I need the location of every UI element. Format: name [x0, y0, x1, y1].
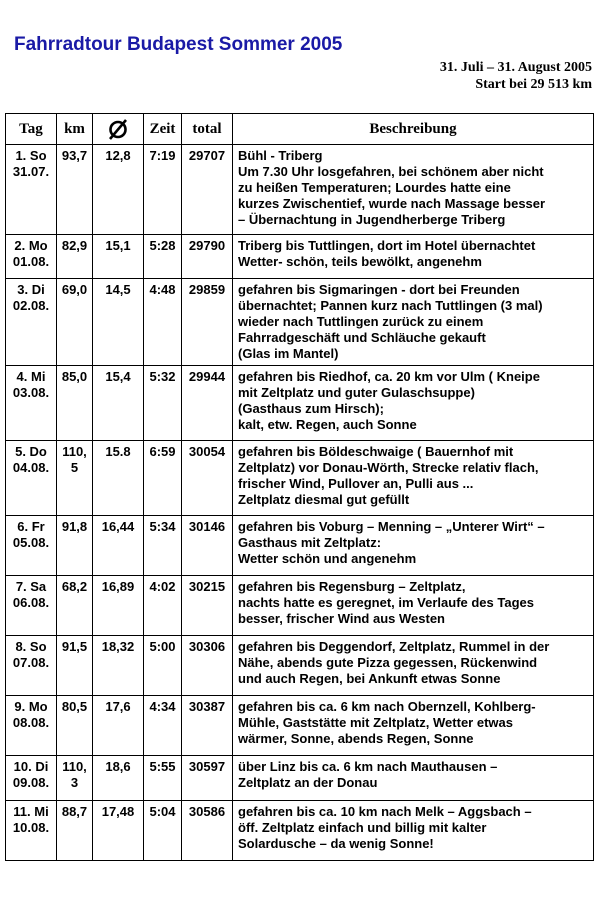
- cell-description-line: gefahren bis ca. 6 km nach Obernzell, Kohlberg-: [238, 699, 536, 714]
- cell-day-line: 11. Mi: [13, 804, 49, 819]
- cell-day-line: 8. So: [15, 639, 47, 654]
- cell-day-line: 3. Di: [17, 282, 45, 297]
- cell-km: [57, 516, 93, 576]
- cell-day-line: 4. Mi: [16, 369, 46, 384]
- cell-description-line: gefahren bis Deggendorf, Zeltplatz, Rummel in der: [238, 639, 550, 654]
- cell-description: [233, 801, 594, 861]
- header-avg: [93, 114, 144, 145]
- header-description: Beschreibung: [233, 114, 594, 145]
- table-row: [6, 516, 594, 576]
- cell-time: 4:02: [144, 576, 182, 636]
- cell-avg: 14,5: [93, 279, 144, 366]
- cell-time: 5:28: [144, 235, 182, 279]
- cell-day-line: 7. Sa: [15, 579, 47, 594]
- cell-km-line: 69,0: [61, 282, 88, 297]
- cell-description-line: über Linz bis ca. 6 km nach Mauthausen –: [238, 759, 498, 774]
- cell-description: [233, 145, 594, 235]
- date-range: 31. Juli – 31. August 2005: [439, 60, 592, 75]
- cell-day: [6, 366, 57, 441]
- cell-description-line: Nähe, abends gute Pizza gegessen, Rückenwind: [238, 655, 538, 670]
- cell-km-line: 82,9: [61, 238, 88, 253]
- cell-km: [57, 441, 93, 516]
- cell-day-line: 04.08.: [12, 460, 50, 475]
- cell-description: [233, 516, 594, 576]
- cell-avg: 16,44: [93, 516, 144, 576]
- cell-description-line: besser, frischer Wind aus Westen: [238, 611, 445, 626]
- cell-day: [6, 145, 57, 235]
- cell-description-line: zu heißen Temperaturen; Lourdes hatte eine: [238, 180, 511, 195]
- cell-km-line: 3: [70, 775, 79, 790]
- cell-day-line: 02.08.: [12, 298, 50, 313]
- cell-day-line: 08.08.: [12, 715, 50, 730]
- cell-km: [57, 636, 93, 696]
- cell-description-line: Triberg bis Tuttlingen, dort im Hotel übernachtet: [238, 238, 536, 253]
- cell-day: [6, 801, 57, 861]
- cell-km-line: 110,: [62, 444, 87, 459]
- cell-day: [6, 756, 57, 801]
- cell-day: [6, 576, 57, 636]
- cell-description-line: kurzes Zwischentief, wurde nach Massage besser: [238, 196, 546, 211]
- cell-km-line: 91,5: [61, 639, 88, 654]
- cell-total: 30215: [182, 576, 233, 636]
- cell-day-line: 31.07.: [12, 164, 50, 179]
- cell-description-line: frischer Wind, Pullover an, Pulli aus ...: [238, 476, 474, 491]
- cell-day: [6, 696, 57, 756]
- cell-day-line: 07.08.: [12, 655, 50, 670]
- table-header-row: [6, 114, 594, 145]
- cell-description-line: gefahren bis Riedhof, ca. 20 km vor Ulm ( Kneipe: [238, 369, 540, 384]
- cell-description-line: gefahren bis Böldeschwaige ( Bauernhof mit: [238, 444, 514, 459]
- tour-meta: [440, 59, 592, 93]
- cell-time: 5:32: [144, 366, 182, 441]
- table-row: [6, 441, 594, 516]
- cell-km-line: 5: [70, 460, 79, 475]
- cell-km: [57, 279, 93, 366]
- table-row: [6, 756, 594, 801]
- table-row: [6, 636, 594, 696]
- cell-avg: 18,32: [93, 636, 144, 696]
- cell-description-line: gefahren bis ca. 10 km nach Melk – Aggsbach –: [238, 804, 532, 819]
- diameter-icon: [107, 117, 129, 141]
- cell-description: [233, 366, 594, 441]
- cell-km-line: 93,7: [61, 148, 88, 163]
- cell-day-line: 05.08.: [12, 535, 50, 550]
- cell-km: [57, 696, 93, 756]
- header-km: km: [57, 114, 93, 145]
- cell-day: [6, 636, 57, 696]
- header-total: total: [182, 114, 233, 145]
- cell-description-line: und auch Regen, bei Ankunft etwas Sonne: [238, 671, 501, 686]
- cell-km: [57, 576, 93, 636]
- cell-description-line: wieder nach Tuttlingen zurück zu einem: [238, 314, 484, 329]
- cell-description-line: gefahren bis Voburg – Menning – „Unterer Wirt“ –: [238, 519, 545, 534]
- cell-avg: 15,4: [93, 366, 144, 441]
- cell-km-line: 68,2: [61, 579, 88, 594]
- cell-time: 4:48: [144, 279, 182, 366]
- cell-day-line: 03.08.: [12, 385, 50, 400]
- cell-time: 6:59: [144, 441, 182, 516]
- cell-total: 29790: [182, 235, 233, 279]
- cell-description-line: Zeltplatz diesmal gut gefüllt: [238, 492, 410, 507]
- table-row: [6, 576, 594, 636]
- cell-total: 30387: [182, 696, 233, 756]
- page-title: Fahrradtour Budapest Sommer 2005: [14, 34, 343, 55]
- cell-description-line: nachts hatte es geregnet, im Verlaufe des Tages: [238, 595, 534, 610]
- cell-time: 4:34: [144, 696, 182, 756]
- tour-log-table: [5, 113, 594, 861]
- cell-day-line: 06.08.: [12, 595, 50, 610]
- cell-total: 29707: [182, 145, 233, 235]
- cell-km-line: 91,8: [61, 519, 88, 534]
- cell-description-line: Bühl - Triberg: [238, 148, 323, 163]
- cell-time: 7:19: [144, 145, 182, 235]
- table-body: [6, 145, 594, 861]
- cell-description-line: übernachtet; Pannen kurz nach Tuttlingen (3 mal): [238, 298, 543, 313]
- cell-avg: 16,89: [93, 576, 144, 636]
- cell-day-line: 10. Di: [13, 759, 49, 774]
- cell-description: [233, 441, 594, 516]
- cell-avg: 12,8: [93, 145, 144, 235]
- cell-description-line: gefahren bis Regensburg – Zeltplatz,: [238, 579, 466, 594]
- cell-time: 5:55: [144, 756, 182, 801]
- cell-description: [233, 636, 594, 696]
- cell-day-line: 1. So: [15, 148, 47, 163]
- cell-avg: 17,6: [93, 696, 144, 756]
- cell-description-line: Zeltplatz) vor Donau-Wörth, Strecke relativ flach,: [238, 460, 539, 475]
- table-row: [6, 145, 594, 235]
- cell-day-line: 01.08.: [12, 254, 50, 269]
- cell-description-line: kalt, etw. Regen, auch Sonne: [238, 417, 417, 432]
- cell-description-line: öff. Zeltplatz einfach und billig mit kalter: [238, 820, 487, 835]
- cell-day: [6, 516, 57, 576]
- cell-day: [6, 279, 57, 366]
- cell-time: 5:04: [144, 801, 182, 861]
- cell-day: [6, 441, 57, 516]
- cell-day-line: 09.08.: [12, 775, 50, 790]
- cell-total: 29944: [182, 366, 233, 441]
- table-row: [6, 801, 594, 861]
- cell-day-line: 9. Mo: [14, 699, 48, 714]
- cell-description-line: Wetter- schön, teils bewölkt, angenehm: [238, 254, 482, 269]
- cell-km-line: 85,0: [61, 369, 88, 384]
- cell-description-line: gefahren bis Sigmaringen - dort bei Freunden: [238, 282, 520, 297]
- cell-total: 30054: [182, 441, 233, 516]
- cell-total: 29859: [182, 279, 233, 366]
- cell-total: 30146: [182, 516, 233, 576]
- cell-km: [57, 366, 93, 441]
- cell-description: [233, 279, 594, 366]
- table-row: [6, 696, 594, 756]
- cell-description-line: Um 7.30 Uhr losgefahren, bei schönem aber nicht: [238, 164, 544, 179]
- cell-day-line: 5. Do: [15, 444, 47, 459]
- cell-day: [6, 235, 57, 279]
- cell-km: [57, 145, 93, 235]
- cell-description: [233, 696, 594, 756]
- cell-description-line: (Glas im Mantel): [238, 346, 339, 361]
- cell-description-line: Fahrradgeschäft und Schläuche gekauft: [238, 330, 486, 345]
- cell-description: [233, 756, 594, 801]
- start-km: Start bei 29 513 km: [475, 77, 592, 92]
- cell-description-line: Wetter schön und angenehm: [238, 551, 417, 566]
- table-row: [6, 235, 594, 279]
- cell-day-line: 6. Fr: [17, 519, 45, 534]
- cell-time: 5:34: [144, 516, 182, 576]
- cell-avg: 18,6: [93, 756, 144, 801]
- cell-description: [233, 576, 594, 636]
- cell-description: [233, 235, 594, 279]
- cell-total: 30306: [182, 636, 233, 696]
- cell-description-line: Solardusche – da wenig Sonne!: [238, 836, 434, 851]
- header-day: Tag: [6, 114, 57, 145]
- cell-description-line: – Übernachtung in Jugendherberge Triberg: [238, 212, 506, 227]
- cell-km-line: 80,5: [61, 699, 88, 714]
- cell-description-line: Mühle, Gaststätte mit Zeltplatz, Wetter etwas: [238, 715, 513, 730]
- header-time: Zeit: [144, 114, 182, 145]
- cell-avg: 15,1: [93, 235, 144, 279]
- cell-km: [57, 235, 93, 279]
- cell-day-line: 10.08.: [12, 820, 50, 835]
- cell-km: [57, 756, 93, 801]
- cell-total: 30597: [182, 756, 233, 801]
- cell-description-line: mit Zeltplatz und guter Gulaschsuppe): [238, 385, 475, 400]
- cell-description-line: (Gasthaus zum Hirsch);: [238, 401, 384, 416]
- cell-time: 5:00: [144, 636, 182, 696]
- cell-total: 30586: [182, 801, 233, 861]
- table-row: [6, 279, 594, 366]
- cell-day-line: 2. Mo: [14, 238, 48, 253]
- cell-km-line: 88,7: [61, 804, 88, 819]
- cell-km-line: 110,: [62, 759, 87, 774]
- cell-km: [57, 801, 93, 861]
- table-row: [6, 366, 594, 441]
- cell-avg: 15.8: [93, 441, 144, 516]
- cell-avg: 17,48: [93, 801, 144, 861]
- cell-description-line: Gasthaus mit Zeltplatz:: [238, 535, 382, 550]
- cell-description-line: wärmer, Sonne, abends Regen, Sonne: [238, 731, 474, 746]
- cell-description-line: Zeltplatz an der Donau: [238, 775, 378, 790]
